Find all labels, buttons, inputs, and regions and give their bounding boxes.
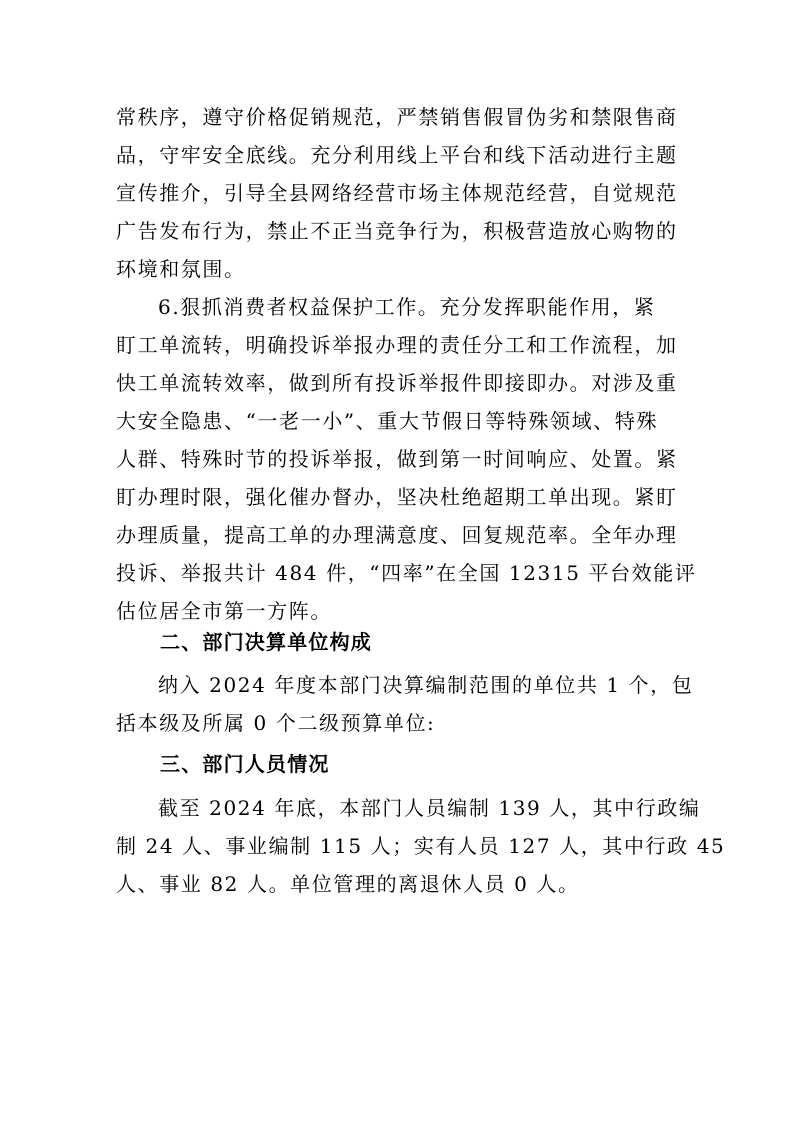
section-heading-unit-composition: 二、部门决算单位构成 (160, 630, 372, 654)
paragraph-line: 投诉、举报共计 484 件，“四率”在全国 12315 平台效能评 (116, 561, 697, 585)
paragraph-line: 6.狠抓消费者权益保护工作。充分发挥职能作用，紧 (158, 295, 656, 319)
paragraph-line: 品，守牢安全底线。充分利用线上平台和线下活动进行主题 (116, 143, 678, 167)
paragraph-item-6 (116, 288, 697, 630)
paragraph-line: 广告发布行为，禁止不正当竞争行为，积极营造放心购物的 (116, 219, 678, 243)
paragraph-line: 大安全隐患、“一老一小”、重大节假日等特殊领域、特殊 (116, 409, 659, 433)
paragraph-line: 估位居全市第一方阵。 (116, 599, 332, 623)
paragraph-line: 办理质量，提高工单的办理满意度、回复规范率。全年办理 (116, 523, 678, 547)
paragraph-line: 宣传推介，引导全县网络经营市场主体规范经营，自觉规范 (116, 181, 678, 205)
paragraph-line: 快工单流转效率，做到所有投诉举报件即接即办。对涉及重 (116, 371, 678, 395)
paragraph-unit-composition (116, 666, 694, 742)
paragraph-line: 制 24 人、事业编制 115 人；实有人员 127 人，其中行政 45 (116, 834, 726, 858)
paragraph-line: 环境和氛围。 (116, 257, 246, 281)
paragraph-line: 盯工单流转，明确投诉举报办理的责任分工和工作流程，加 (116, 333, 678, 357)
paragraph-line: 括本级及所属 0 个二级预算单位: (116, 711, 436, 735)
paragraph-line: 人、事业 82 人。单位管理的离退休人员 0 人。 (116, 872, 580, 896)
paragraph-line: 盯办理时限，强化催办督办，坚决杜绝超期工单出现。紧盯 (116, 485, 678, 509)
paragraph-continuation (116, 98, 680, 288)
section-heading-personnel: 三、部门人员情况 (160, 752, 330, 776)
paragraph-line: 常秩序，遵守价格促销规范，严禁销售假冒伪劣和禁限售商 (116, 105, 678, 129)
paragraph-line: 截至 2024 年底，本部门人员编制 139 人，其中行政编 (158, 796, 701, 820)
paragraph-personnel (116, 789, 726, 903)
paragraph-line: 纳入 2024 年度本部门决算编制范围的单位共 1 个，包 (158, 673, 694, 697)
paragraph-line: 人群、特殊时节的投诉举报，做到第一时间响应、处置。紧 (116, 447, 678, 471)
